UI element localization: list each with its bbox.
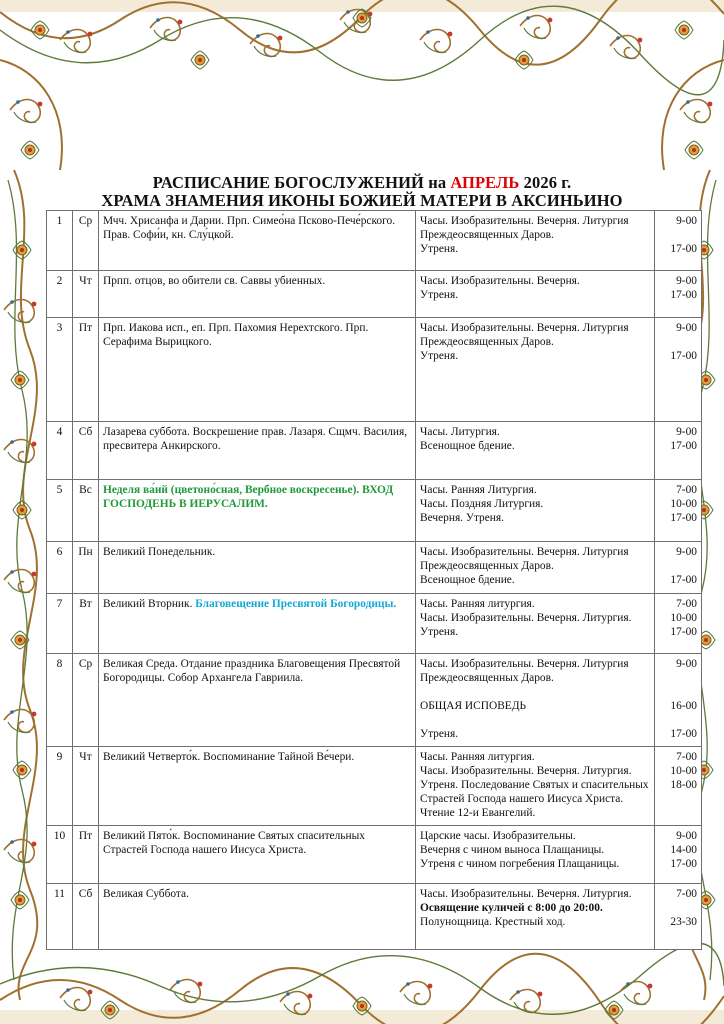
service-time: 10-00 [670,612,697,624]
service-line: Освящение куличей с 8:00 до 20:00. [420,902,603,914]
day-number: 3 [47,318,73,422]
month-name: АПРЕЛЬ [450,173,520,192]
times-cell [655,271,702,318]
service-line: Утреня. [420,626,459,638]
day-of-week: Вс [73,480,99,542]
day-of-week: Ср [73,654,99,747]
day-of-week: Ср [73,211,99,271]
service-time: 9-00 [676,215,697,227]
service-line: ОБЩАЯ ИСПОВЕДЬ [420,700,527,712]
schedule-row [47,884,702,950]
service-time: 10-00 [670,498,697,510]
times-cell [655,747,702,826]
feast-text: Великий Понедельник. [103,546,216,558]
service-time: 14-00 [670,844,697,856]
service-line: Часы. Поздняя Литургия. [420,498,544,510]
feast-description [99,747,416,826]
day-of-week: Пн [73,542,99,594]
times-cell [655,318,702,422]
feast-description [99,542,416,594]
services-cell [416,318,655,422]
service-line: Часы. Изобразительны. Вечерня. Литургия Преждеосвященных Даров. [420,215,629,241]
schedule-row [47,211,702,271]
service-time: 17-00 [670,289,697,301]
service-line: Утреня. Последование Святых и спасительных Страстей Господа нашего Иисуса Христа. Чтение 12-и Евангелий. [420,779,649,819]
services-cell [416,654,655,747]
service-line [420,685,650,699]
day-of-week: Пт [73,826,99,884]
service-line: Часы. Изобразительны. Вечерня. Литургия Преждеосвященных Даров. [420,546,629,572]
service-line: Утреня. [420,289,459,301]
schedule-row [47,826,702,884]
service-line: Часы. Изобразительны. Вечерня. Литургия. [420,765,632,777]
schedule-row [47,542,702,594]
service-time: 9-00 [676,322,697,334]
service-line: Полунощница. Крестный ход. [420,916,566,928]
service-time: 18-00 [670,779,697,791]
day-number: 10 [47,826,73,884]
schedule-row [47,271,702,318]
service-line: Вечерня с чином выноса Плащаницы. [420,844,605,856]
feast-text: Великий Пято́к. Воспоминание Святых спасительных Страстей Господа нашего Иисуса Христа. [103,830,365,856]
services-cell [416,542,655,594]
service-time: 7-00 [676,598,697,610]
day-number: 6 [47,542,73,594]
services-cell [416,747,655,826]
feast-description [99,654,416,747]
schedule-row [47,594,702,654]
services-cell [416,422,655,480]
day-of-week: Чт [73,747,99,826]
service-line: Часы. Ранняя Литургия. [420,484,537,496]
day-number: 4 [47,422,73,480]
feast-text: Лазарева суббота. Воскрешение прав. Лазаря. Сщмч. Василия, пресвитера Анкирского. [103,426,408,452]
service-time: 9-00 [676,426,697,438]
day-number: 5 [47,480,73,542]
feast-text: Великая Среда. Отдание праздника Благовещения Пресвятой Богородицы. Собор Архангела Гавриила. [103,658,401,684]
times-cell [655,884,702,950]
service-line: Всенощное бдение. [420,574,515,586]
day-of-week: Чт [73,271,99,318]
day-number: 7 [47,594,73,654]
service-time [659,713,697,727]
day-number: 1 [47,211,73,271]
year: 2026 г. [523,173,572,192]
times-cell [655,211,702,271]
day-of-week: Вт [73,594,99,654]
service-line: Часы. Изобразительны. Вечерня. Литургия. [420,888,632,900]
times-cell [655,826,702,884]
service-time: 17-00 [670,440,697,452]
service-time: 9-00 [676,546,697,558]
services-cell [416,271,655,318]
service-time [659,228,697,242]
services-cell [416,826,655,884]
feast-text: Великий Вторник. [103,598,196,610]
service-line: Утреня. [420,728,459,740]
service-time [659,685,697,699]
day-number: 9 [47,747,73,826]
schedule-row [47,480,702,542]
service-line: Часы. Литургия. [420,426,500,438]
service-time: 17-00 [670,243,697,255]
service-line: Утреня с чином погребения Плащаницы. [420,858,620,870]
feast-text: Прп. Иакова исп., еп. Прп. Пахомия Нерехтского. Прп. Серафима Вырицкого. [103,322,369,348]
schedule-row [47,747,702,826]
services-cell [416,480,655,542]
feast-description [99,422,416,480]
service-line: Всенощное бдение. [420,440,515,452]
feast-text: Мчч. Хрисанфа и Дарии. Прп. Симео́на Псково-Пече́рского. Прав. Софи́и, кн. Слу́цкой. [103,215,396,241]
feast-text: Великий Четверто́к. Воспоминание Тайной Ве́чери. [103,751,355,763]
service-time [659,335,697,349]
day-number: 2 [47,271,73,318]
service-time: 9-00 [676,275,697,287]
day-of-week: Сб [73,422,99,480]
feast-description [99,884,416,950]
service-time [659,671,697,685]
feast-description [99,271,416,318]
services-cell [416,884,655,950]
feast-text: Великая Суббота. [103,888,189,900]
schedule-row [47,318,702,422]
service-line [420,713,650,727]
service-time: 9-00 [676,830,697,842]
title-line-2: ХРАМА ЗНАМЕНИЯ ИКОНЫ БОЖИЕЙ МАТЕРИ В АКСИНЬИНО [101,191,623,210]
times-cell [655,594,702,654]
service-line: Утреня. [420,243,459,255]
day-of-week: Пт [73,318,99,422]
service-time: 17-00 [670,858,697,870]
service-time: 17-00 [670,728,697,740]
feast-description [99,211,416,271]
schedule-row [47,422,702,480]
service-time: 17-00 [670,574,697,586]
title-prefix: РАСПИСАНИЕ БОГОСЛУЖЕНИЙ на [152,173,447,192]
service-time: 16-00 [670,700,697,712]
schedule-table [46,210,702,950]
service-line: Часы. Ранняя литургия. [420,751,535,763]
times-cell [655,654,702,747]
service-line: Вечерня. Утреня. [420,512,504,524]
service-time: 7-00 [676,484,697,496]
service-time: 7-00 [676,751,697,763]
service-time [659,559,697,573]
feast-description [99,594,416,654]
feast-description [99,826,416,884]
service-line: Утреня. [420,350,459,362]
service-time: 9-00 [676,658,697,670]
service-time: 17-00 [670,512,697,524]
service-line: Часы. Изобразительны. Вечерня. Литургия Преждеосвященных Даров. [420,658,629,684]
title-line-1 [0,173,724,193]
times-cell [655,542,702,594]
service-line: Часы. Изобразительны. Вечерня. [420,275,580,287]
service-line: Царские часы. Изобразительны. [420,830,576,842]
service-time: 7-00 [676,888,697,900]
service-time [659,901,697,915]
services-cell [416,211,655,271]
service-line: Часы. Изобразительны. Вечерня. Литургия. [420,612,632,624]
service-line: Часы. Изобразительны. Вечерня. Литургия Преждеосвященных Даров. [420,322,629,348]
day-number: 8 [47,654,73,747]
times-cell [655,480,702,542]
times-cell [655,422,702,480]
feast-text: Неделя ва́ий (цветоно́сная, Вербное воскресенье). ВХОД ГОСПОДЕНЬ В ИЕРУСАЛИМ. [103,484,394,510]
service-time: 17-00 [670,626,697,638]
service-time: 17-00 [670,350,697,362]
feast-description [99,480,416,542]
day-number: 11 [47,884,73,950]
service-time: 23-30 [670,916,697,928]
schedule-row [47,654,702,747]
feast-text: Благовещение Пресвятой Богородицы. [195,598,397,610]
feast-description [99,318,416,422]
services-cell [416,594,655,654]
service-line: Часы. Ранняя литургия. [420,598,535,610]
service-time: 10-00 [670,765,697,777]
day-of-week: Сб [73,884,99,950]
feast-text: Прпп. отцов, во обители св. Саввы убиенных. [103,275,326,287]
